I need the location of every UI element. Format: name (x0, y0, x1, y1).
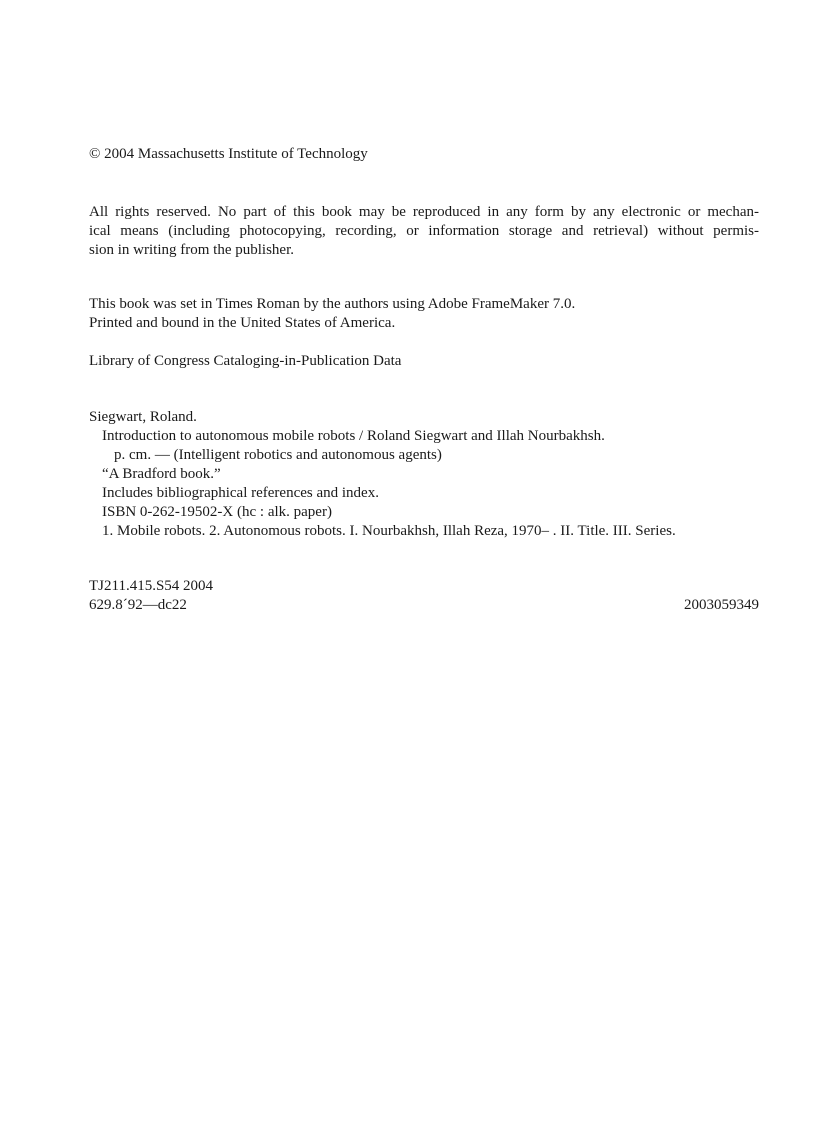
production-notes (89, 295, 759, 333)
copyright-line: © 2004 Massachusetts Institute of Technology (89, 146, 368, 162)
rights-line-3: sion in writing from the publisher. (89, 242, 294, 258)
lc-call-number: TJ211.415.S54 2004 (89, 578, 214, 594)
lccn-number: 2003059349 (684, 597, 759, 613)
dewey-row (89, 596, 759, 615)
cip-imprint: “A Bradford book.” (102, 466, 221, 482)
cip-record (89, 408, 759, 541)
cip-isbn: ISBN 0-262-19502-X (hc : alk. paper) (102, 504, 332, 520)
cip-series: p. cm. — (Intelligent robotics and autonomous agents) (114, 447, 442, 463)
rights-line-2: ical means (including photocopying, recording, or information storage and retrieval) without permis- (89, 223, 759, 239)
cip-notes: Includes bibliographical references and index. (102, 485, 379, 501)
rights-statement (89, 203, 759, 260)
cip-heading-text: Library of Congress Cataloging-in-Publication Data (89, 353, 402, 369)
printing-line: Printed and bound in the United States of America. (89, 315, 396, 331)
cip-author: Siegwart, Roland. (89, 409, 197, 425)
dewey-number: 629.8´92—dc22 (89, 597, 187, 613)
classification-block (89, 577, 759, 615)
cip-subjects: 1. Mobile robots. 2. Autonomous robots. I. Nourbakhsh, Illah Reza, 1970– . II. Title. III. Series. (102, 523, 676, 539)
typesetting-line: This book was set in Times Roman by the authors using Adobe FrameMaker 7.0. (89, 296, 576, 312)
copyright-notice (89, 145, 759, 164)
cip-heading (89, 352, 759, 371)
cip-title: Introduction to autonomous mobile robots / Roland Siegwart and Illah Nourbakhsh. (102, 428, 605, 444)
rights-line-1: All rights reserved. No part of this book may be reproduced in any form by any electronic or mechan- (89, 204, 759, 220)
